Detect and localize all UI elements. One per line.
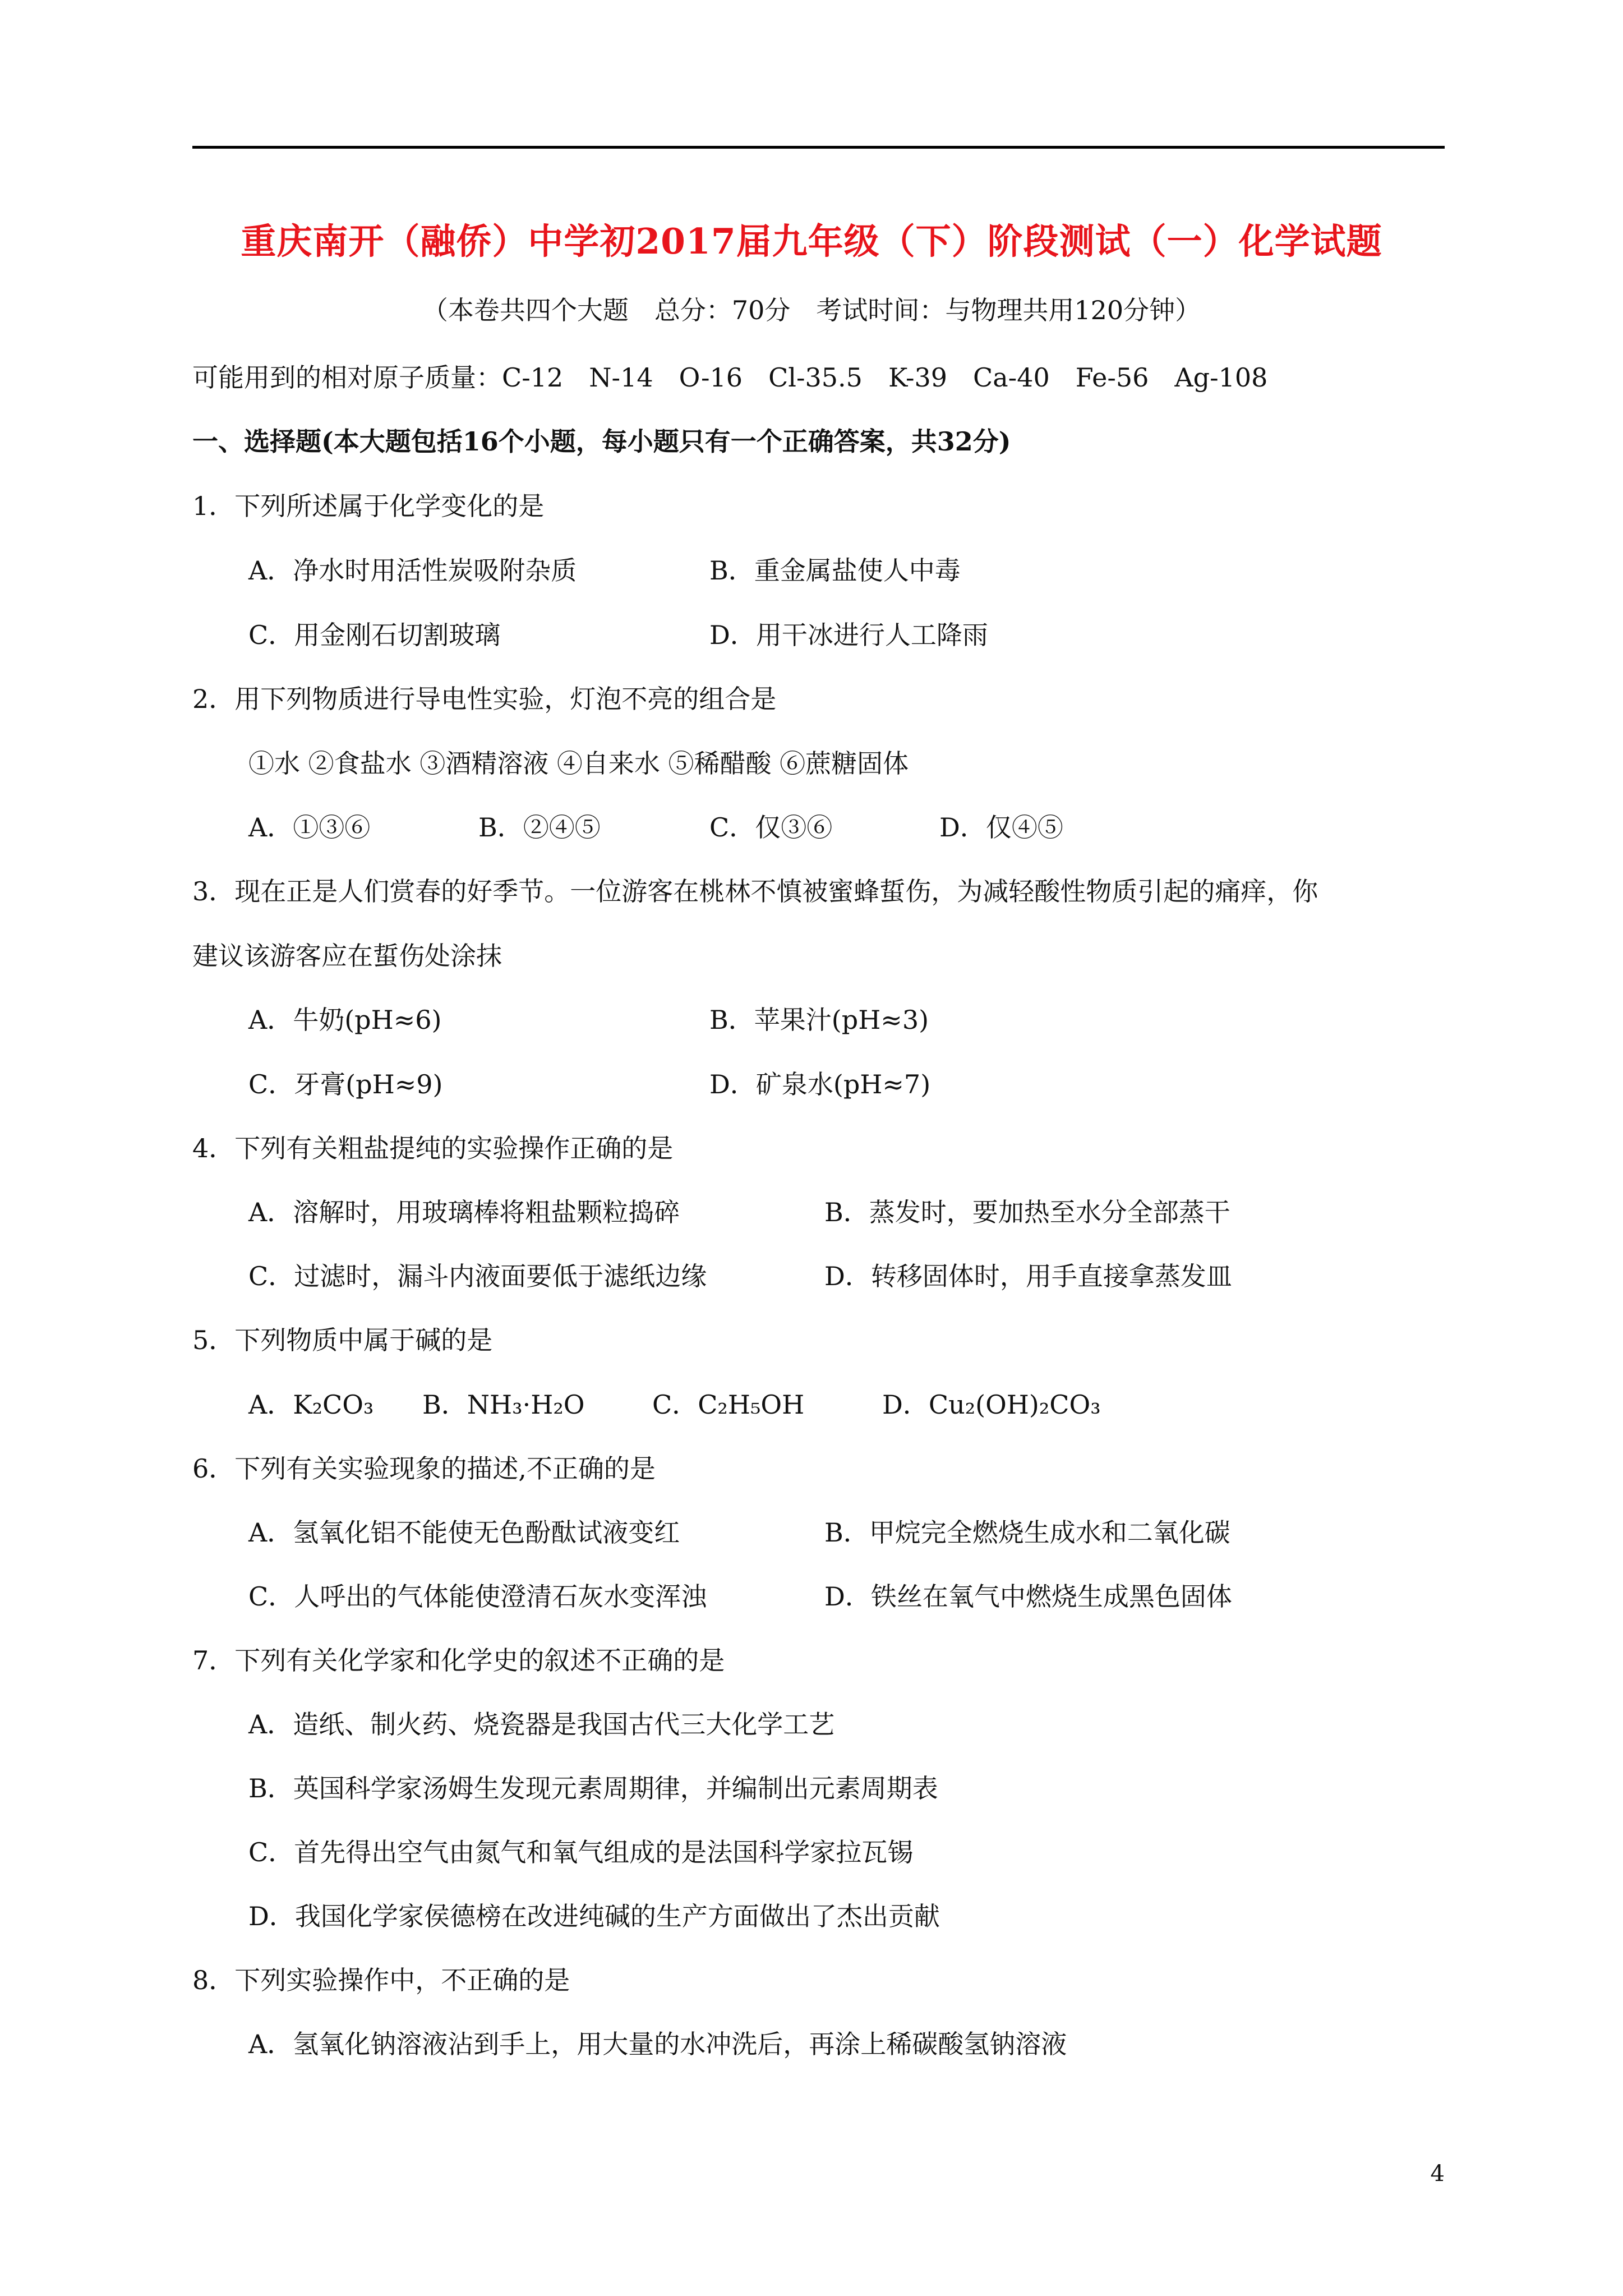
question-7-option-b: B．英国科学家汤姆生发现元素周期律，并编制出元素周期表 [248,1773,938,1803]
question-7-option-a: A．造纸、制火药、烧瓷器是我国古代三大化学工艺 [248,1709,835,1740]
atomic-masses: 可能用到的相对原子质量：C-12 N-14 O-16 Cl-35.5 K-39 Ca-40 Fe-56 Ag-108 [192,362,1268,393]
question-6-option-d: D．铁丝在氧气中燃烧生成黑色固体 [824,1581,1232,1612]
question-4-option-b: B．蒸发时，要加热至水分全部蒸干 [824,1197,1230,1227]
question-3-option-a: A．牛奶(pH≈6) [248,1005,442,1035]
header-rule [192,146,1445,149]
section-heading: 一、选择题(本大题包括16个小题，每小题只有一个正确答案，共32分) [192,426,1011,457]
question-8-option-a: A．氢氧化钠溶液沾到手上，用大量的水冲洗后，再涂上稀碳酸氢钠溶液 [248,2029,1067,2059]
question-6-stem: 6．下列有关实验现象的描述,不正确的是 [192,1453,656,1484]
question-5-option-d: D．Cu₂(OH)₂CO₃ [882,1389,1101,1420]
question-1-option-a: A．净水时用活性炭吸附杂质 [248,555,577,586]
question-6-option-c: C．人呼出的气体能使澄清石灰水变浑浊 [248,1581,707,1612]
question-6-option-a: A．氢氧化铝不能使无色酚酞试液变红 [248,1517,680,1548]
question-2-option-b: B．②④⑤ [478,812,601,843]
question-5-option-c: C．C₂H₅OH [652,1389,805,1420]
question-3-option-d: D．矿泉水(pH≈7) [709,1069,931,1099]
question-4-option-c: C．过滤时，漏斗内液面要低于滤纸边缘 [248,1261,707,1291]
exam-subtitle: （本卷共四个大题 总分：70分 考试时间：与物理共用120分钟） [422,295,1201,325]
question-3-stem-line2: 建议该游客应在蜇伤处涂抹 [192,941,502,971]
question-5-option-b: B．NH₃·H₂O [422,1389,585,1420]
question-4-option-d: D．转移固体时，用手直接拿蒸发皿 [824,1261,1232,1291]
question-5-option-a: A．K₂CO₃ [248,1389,374,1420]
question-8-stem: 8．下列实验操作中，不正确的是 [192,1965,570,1995]
question-5-stem: 5．下列物质中属于碱的是 [192,1325,493,1355]
question-1-option-c: C．用金刚石切割玻璃 [248,620,501,650]
question-4-option-a: A．溶解时，用玻璃棒将粗盐颗粒捣碎 [248,1197,680,1227]
question-3-option-c: C．牙膏(pH≈9) [248,1069,443,1099]
question-2-option-a: A．①③⑥ [248,812,371,843]
question-1-option-d: D．用干冰进行人工降雨 [709,620,988,650]
question-2-option-d: D．仅④⑤ [939,812,1063,843]
question-3-stem-line1: 3．现在正是人们赏春的好季节。一位游客在桃林不慎被蜜蜂蜇伤，为减轻酸性物质引起的痛痒，你 [192,876,1318,907]
question-2-items: ①水 ②食盐水 ③酒精溶液 ④自来水 ⑤稀醋酸 ⑥蔗糖固体 [248,748,909,779]
page-number: 4 [1430,2161,1445,2187]
exam-title: 重庆南开（融侨）中学初2017届九年级（下）阶段测试（一）化学试题 [241,220,1382,262]
question-3-option-b: B．苹果汁(pH≈3) [709,1005,929,1035]
question-4-stem: 4．下列有关粗盐提纯的实验操作正确的是 [192,1133,674,1163]
question-1-stem: 1．下列所述属于化学变化的是 [192,491,545,521]
question-1-option-b: B．重金属盐使人中毒 [709,555,961,586]
question-7-stem: 7．下列有关化学家和化学史的叙述不正确的是 [192,1645,725,1676]
question-7-option-c: C．首先得出空气由氮气和氧气组成的是法国科学家拉瓦锡 [248,1837,914,1867]
question-2-option-c: C．仅③⑥ [709,812,833,843]
question-7-option-d: D．我国化学家侯德榜在改进纯碱的生产方面做出了杰出贡献 [248,1901,940,1931]
question-2-stem: 2．用下列物质进行导电性实验，灯泡不亮的组合是 [192,684,777,714]
question-6-option-b: B．甲烷完全燃烧生成水和二氧化碳 [824,1517,1230,1548]
